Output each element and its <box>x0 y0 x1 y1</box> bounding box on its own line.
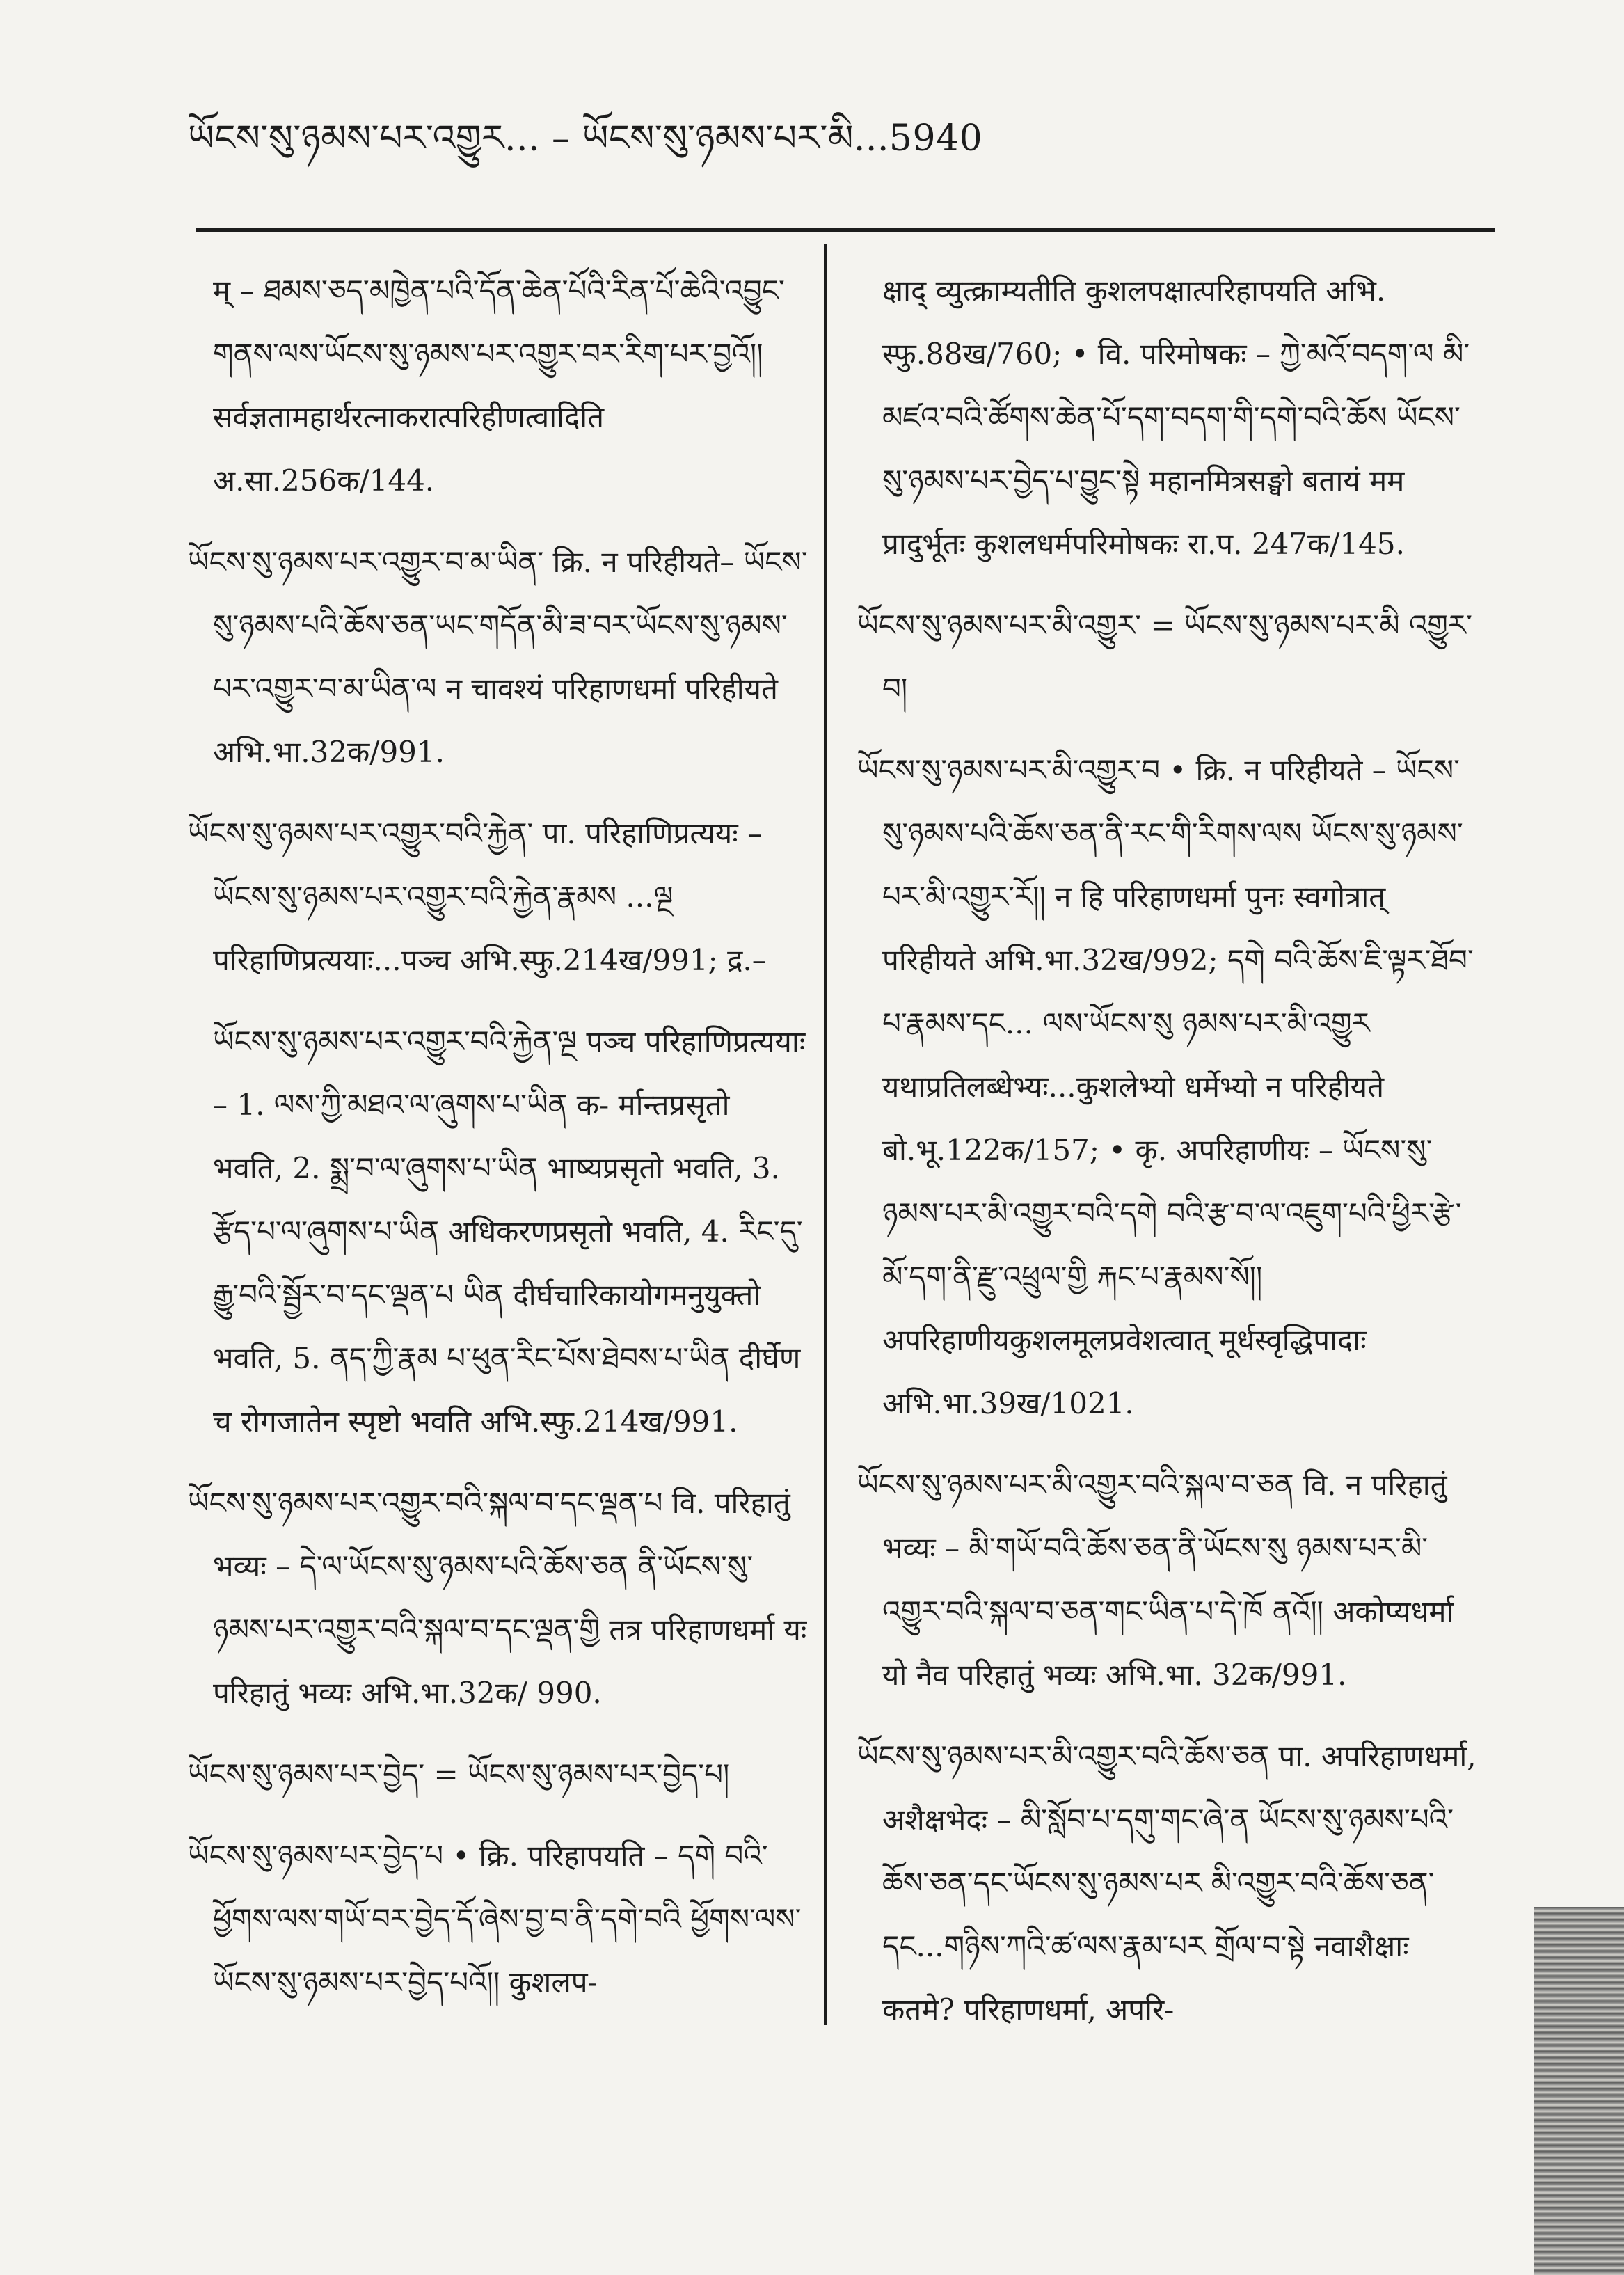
dictionary-entry: ཡོངས་སུ་ཉམས་པར་འགྱུར་བའི་རྐྱེན་ पा. परिहाणिप्रत्ययः – ཡོངས་སུ་ཉམས་པར་འགྱུར་བའི་རྐྱེན་རྣམས ...ལྔ परिहाणिप्रत्ययाः...पञ्च अभि.स्फु.214ख/991; द्र.– <box>188 816 767 977</box>
dictionary-entry: क्षाद् व्युत्क्राम्यतीति कुशलपक्षात्परिहापयति अभि. स्फु.88ख/760; • वि. परिमोषकः – ཀྱེ་མའོ་བདག་ལ མི་མཛའ་བའི་ཚོགས་ཆེན་པོ་དག་བདག་གི་དགེ་བའི་ཆོས ཡོངས་སུ་ཉམས་པར་བྱེད་པ་བྱུང་སྟེ महानमित्रसङ्घो बतायं मम प्रादुर्भूतः कुशलधर्मपरिमोषकः रा.प. 247क/145. <box>882 274 1470 561</box>
dictionary-entry: ཡོངས་སུ་ཉམས་པར་མི་འགྱུར་བའི་ཆོས་ཅན पा. अपरिहाणधर्मा, अशैक्षभेदः – མི་སློབ་པ་དགུ་གང་ཞེ་ན ཡོངས་སུ་ཉམས་པའི་ཆོས་ཅན་དང་ཡོངས་སུ་ཉམས་པར མི་འགྱུར་བའི་ཆོས་ཅན་དང...གཉིས་ཀའི་ཚ་ལས་རྣམ་པར གྲོལ་བ་སྟེ नवाशैक्षाः कतमे? परिहाणधर्मा, अपरि- <box>857 1739 1476 2027</box>
dictionary-entry: ཡོངས་སུ་ཉམས་པར་འགྱུར་བ་མ་ཡིན་ क्रि. न परिहीयते– ཡོངས་སུ་ཉམས་པའི་ཆོས་ཅན་ཡང་གདོན་མི་ཟ་བར་ཡོངས་སུ་ཉམས་པར་འགྱུར་བ་མ་ཡིན་ལ न चावश्यं परिहाणधर्मा परिहीयते अभि.भा.32क/991. <box>188 545 808 769</box>
dictionary-entry: ཡོངས་སུ་ཉམས་པར་བྱེད་ = ཡོངས་སུ་ཉམས་པར་བྱེད་པ། <box>188 1757 730 1791</box>
column-divider <box>824 244 827 2025</box>
dictionary-entry: ཡོངས་སུ་ཉམས་པར་མི་འགྱུར་ = ཡོངས་སུ་ཉམས་པར་མི འགྱུར་བ། <box>857 608 1472 706</box>
dictionary-entry: म् – ཐམས་ཅད་མཁྱེན་པའི་དོན་ཆེན་པོའི་རིན་པོ་ཆེའི་འབྱུང་གནས་ལས་ཡོངས་སུ་ཉམས་པར་འགྱུར་བར་རིག་པར་བྱའོ།། सर्वज्ञतामहार्थरत्नाकरात्परिहीणत्वादिति अ.सा.256क/144. <box>213 274 785 498</box>
dictionary-entry: ཡོངས་སུ་ཉམས་པར་བྱེད་པ • क्रि. परिहापयति – དགེ བའི་ཕྱོགས་ལས་གཡོ་བར་བྱེད་དོ་ཞེས་བྱ་བ་ནི་དགེ་བའི ཕྱོགས་ལས་ཡོངས་སུ་ཉམས་པར་བྱེད་པའོ།། कुशलप- <box>188 1839 802 1999</box>
dictionary-entry: ཡོངས་སུ་ཉམས་པར་འགྱུར་བའི་སྐལ་བ་དང་ལྡན་པ वि. परिहातुं भव्यः – དེ་ལ་ཡོངས་སུ་ཉམས་པའི་ཆོས་ཅན ནི་ཡོངས་སུ་ཉམས་པར་འགྱུར་བའི་སྐལ་བ་དང་ལྡན་གྱི तत्र परिहाणधर्मा यः परिहातुं भव्यः अभि.भा.32क/ 990. <box>188 1486 807 1710</box>
left-column <box>188 259 809 2032</box>
page-header: ཡོངས་སུ་ཉམས་པར་འགྱུར... – ཡོངས་སུ་ཉམས་པར་མི...5940 <box>188 118 983 159</box>
dictionary-entry: ཡོངས་སུ་ཉམས་པར་མི་འགྱུར་བའི་སྐལ་བ་ཅན वि. न परिहातुं भव्यः – མི་གཡོ་བའི་ཆོས་ཅན་ནི་ཡོངས་སུ ཉམས་པར་མི་འགྱུར་བའི་སྐལ་བ་ཅན་གང་ཡིན་པ་དེ་ཁོ ནའོ།། अकोप्यधर्मा यो नैव परिहातुं भव्यः अभि.भा. 32क/991. <box>857 1468 1454 1692</box>
header-rule <box>196 228 1495 232</box>
right-column <box>857 259 1483 2059</box>
dictionary-subentry: ཡོངས་སུ་ཉམས་པར་འགྱུར་བའི་རྐྱེན་ལྔ पञ्च परिहाणिप्रत्ययाः – 1. ལས་ཀྱི་མཐའ་ལ་ཞུགས་པ་ཡིན क- र्मान्तप्रसृतो भवति, 2. སྨྲ་བ་ལ་ཞུགས་པ་ཡིན भाष्यप्रसृतो भवति, 3. རྩོད་པ་ལ་ཞུགས་པ་ཡིན अधिकरणप्रसृतो भवति, 4. རིང་དུ་རྒྱུ་བའི་སྦྱོར་བ་དང་ལྡན་པ ཡིན दीर्घचारिकायोगमनुयुक्तो भवति, 5. ནད་ཀྱི་རྣམ པ་ཕུན་རིང་པོས་ཐེབས་པ་ཡིན दीर्घेण च रोगजातेन स्पृष्टो भवति अभि.स्फु.214ख/991. <box>213 1024 806 1438</box>
dictionary-entry: ཡོངས་སུ་ཉམས་པར་མི་འགྱུར་བ • क्रि. न परिहीयते – ཡོངས་སུ་ཉམས་པའི་ཆོས་ཅན་ནི་རང་གི་རིགས་ལས ཡོངས་སུ་ཉམས་པར་མི་འགྱུར་རོ།། न हि परिहाणधर्मा पुनः स्वगोत्रात् परिहीयते अभि.भा.32ख/992; དགེ བའི་ཆོས་ཇི་ལྟར་ཐོབ་པ་རྣམས་དང... ལས་ཡོངས་སུ ཉམས་པར་མི་འགྱུར यथाप्रतिलब्धेभ्यः...कुशलेभ्यो धर्मेभ्यो न परिहीयते बो.भू.122क/157; • कृ. अपरिहाणीयः – ཡོངས་སུ་ཉམས་པར་མི་འགྱུར་བའི་དགེ བའི་རྩ་བ་ལ་འཇུག་པའི་ཕྱིར་རྩེ་མོ་དག་ནི་རྫུ་འཕྲུལ་གྱི རྐང་པ་རྣམས་སོ།། अपरिहाणीयकुशलमूलप्रवेशत्वात् मूर्धस्वृद्धिपादाः अभि.भा.39ख/1021. <box>857 753 1474 1420</box>
page-edge-shadow <box>1534 1907 1624 2275</box>
